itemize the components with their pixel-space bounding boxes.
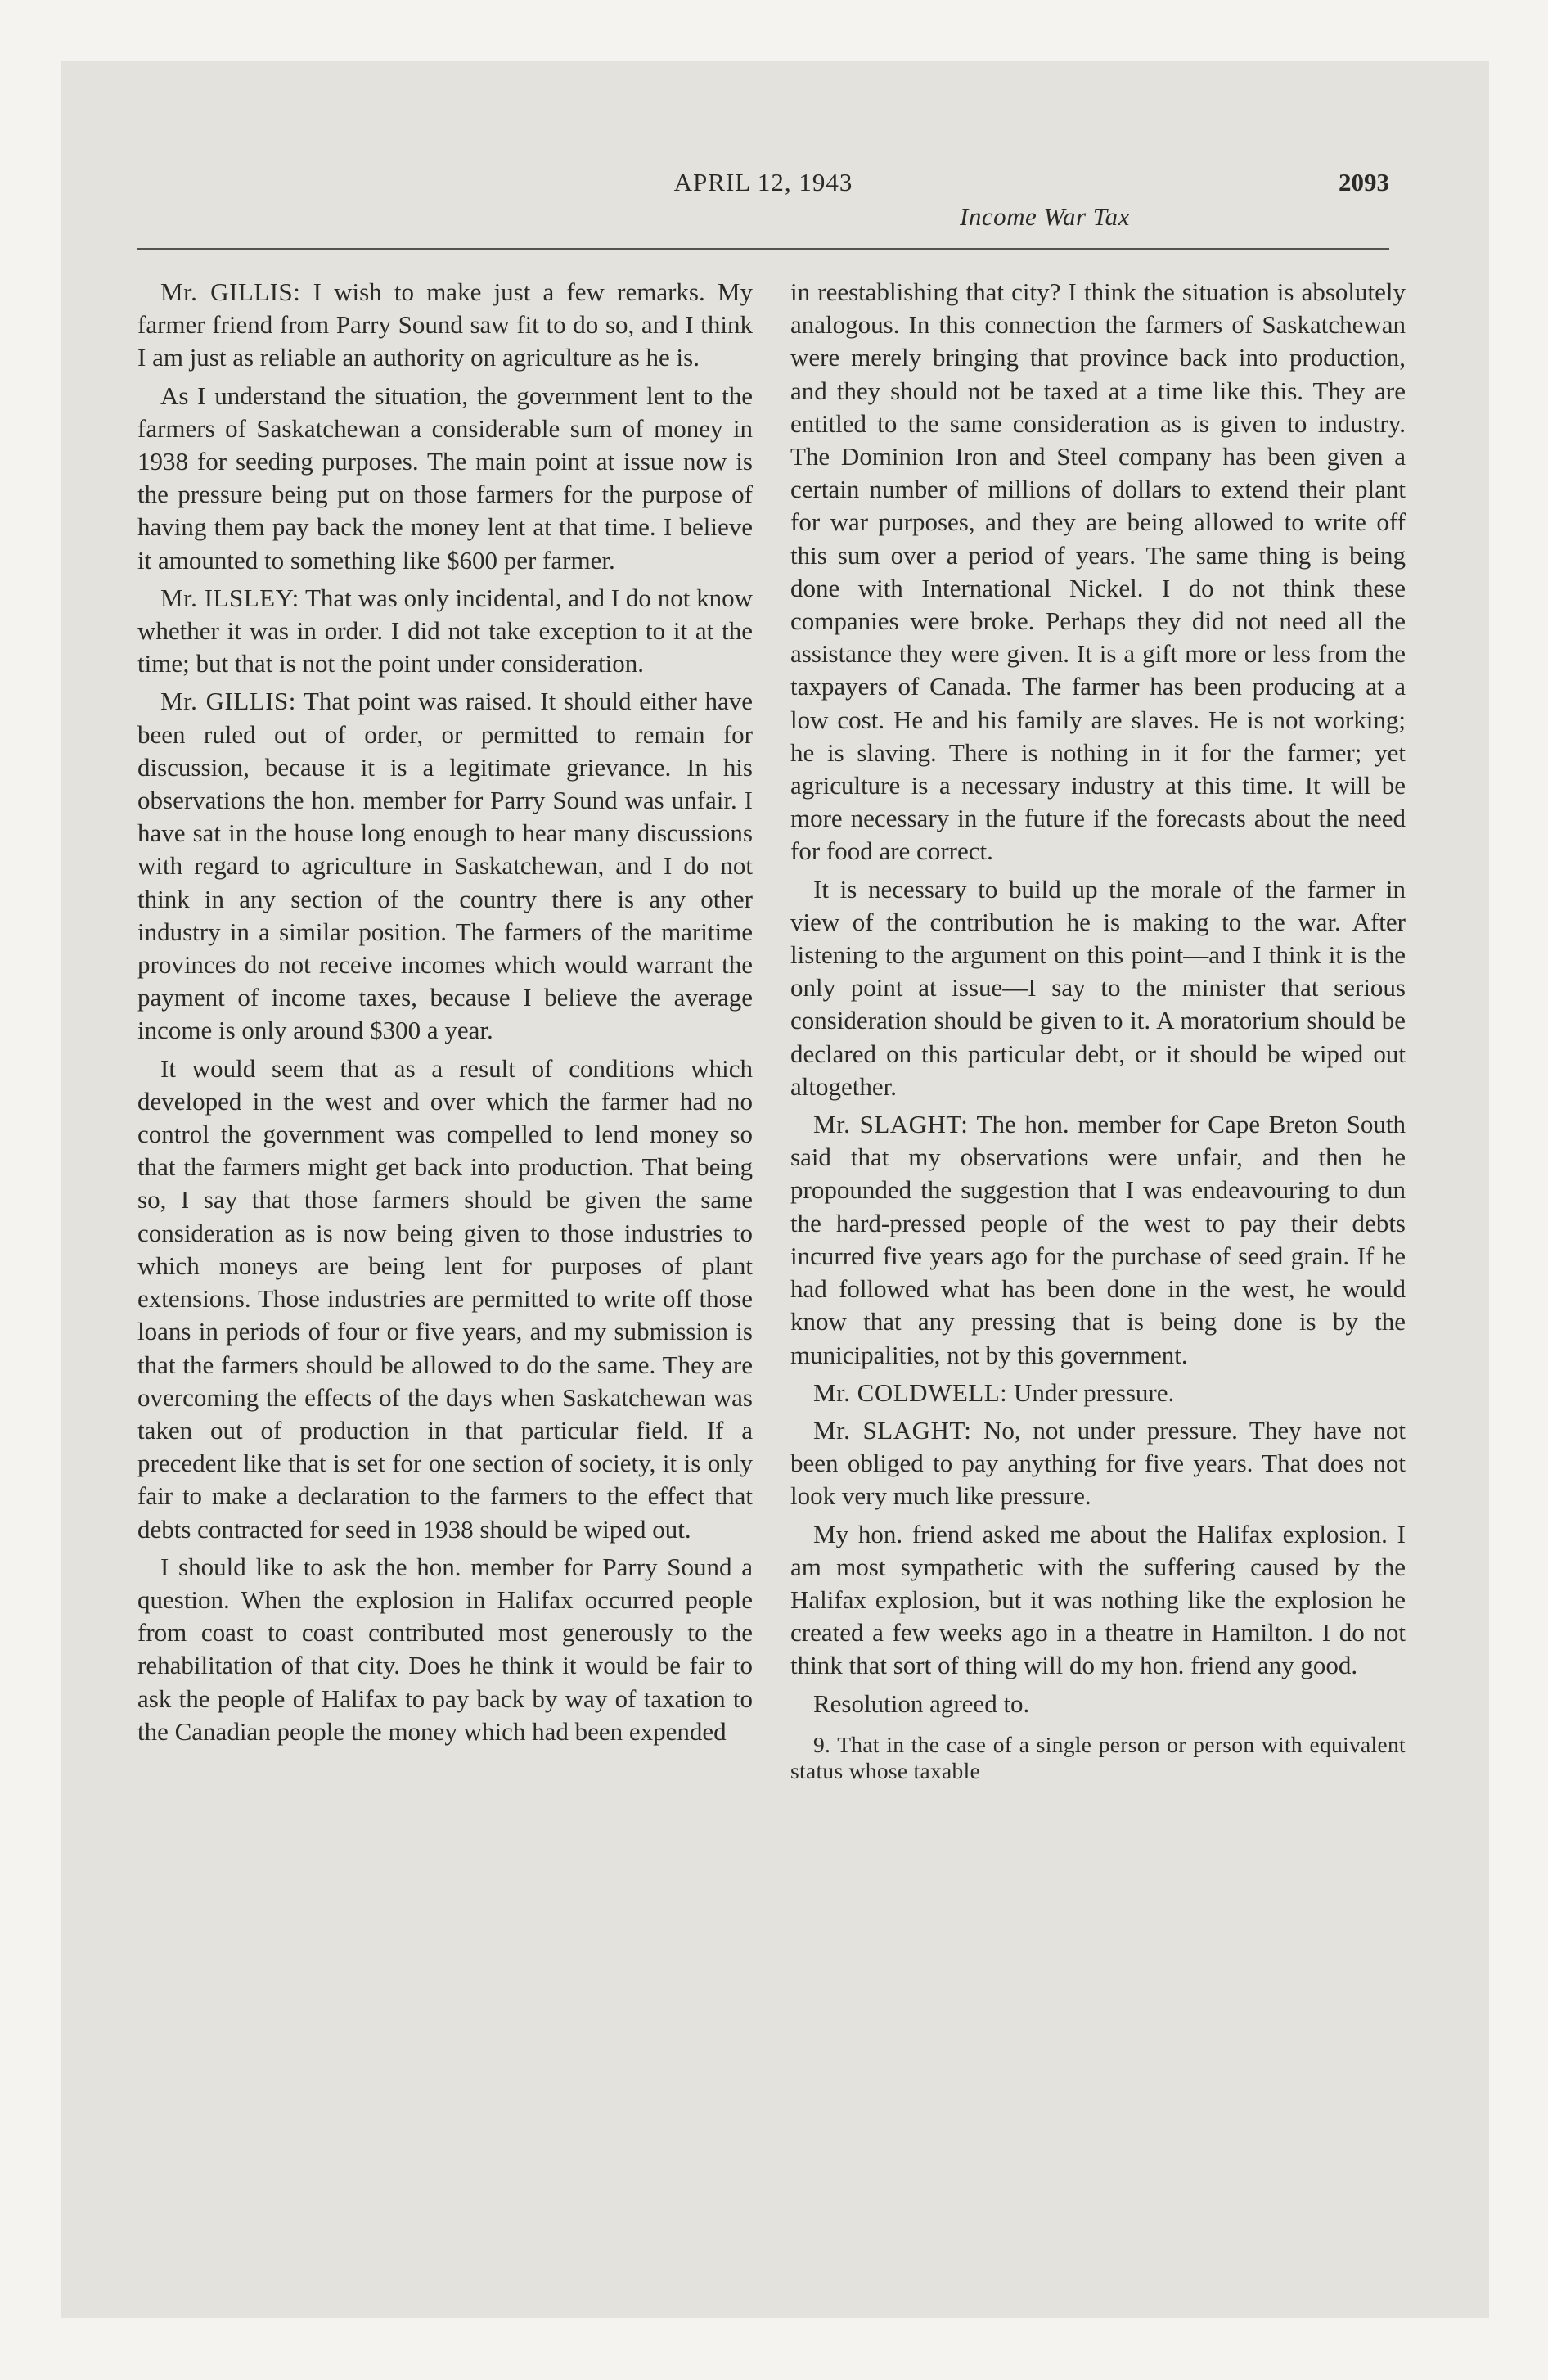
paragraph <box>790 1414 1406 1513</box>
right-column <box>790 276 1406 1789</box>
paragraph <box>790 873 1406 1103</box>
paragraph <box>790 1688 1406 1720</box>
paragraph <box>790 276 1406 868</box>
paragraph-text: in reestablishing that city? I think the situation is absolutely analogous. In this connection the farmers of Saskatchewan were merely bringing that province back into production, and they should not be taxed at a time like this. They are entitled to the same consideration as is given to industry. The Dominion Iron and Steel company has been given a certain number of millions of dollars to extend their plant for war purposes, and they are being allowed to write off this sum over a period of years. The same thing is being done with International Nickel. I do not think these companies were broke. Perhaps they did not need all the assistance they were given. It is a gift more or less from the taxpayers of Canada. The farmer has been producing at a low cost. He and his family are slaves. He is not working; he is slaving. There is nothing in it for the farmer; yet agriculture is a necessary industry at this time. It will be more necessary in the future if the forecasts about the need for food are correct. <box>790 277 1406 866</box>
paragraph <box>137 1551 753 1748</box>
speaker-name: Mr. COLDWELL: <box>813 1377 1008 1407</box>
page-header <box>137 168 1389 250</box>
paragraph-text: 9. That in the case of a single person or person with equivalent status whose taxable <box>790 1731 1406 1783</box>
speaker-name: Mr. GILLIS: <box>160 687 296 716</box>
paragraph-text: I should like to ask the hon. member for Parry Sound a question. When the explosion in Halifax occurred people from coast to coast contributed most generously to the rehabilitation of that city. Does he think it would be fair to ask the people of Halifax to pay back by way of taxation to the Canadian people the money which had been expended <box>137 1552 753 1746</box>
paragraph-text: Under pressure. <box>1014 1377 1175 1407</box>
speaker-name: Mr. SLAGHT: <box>813 1415 972 1445</box>
paragraph-text: The hon. member for Cape Breton South said that my observations were unfair, and then he propounded the suggestion that I was endeavouring to dun the hard-pressed people of the west to pay their debts incurred five years ago for the purchase of seed grain. If he had followed what has been done in the west, he would know that any pressing that is being done is by the municipalities, not by this government. <box>790 1110 1406 1369</box>
speaker-name: Mr. ILSLEY: <box>160 583 299 612</box>
speaker-name: Mr. SLAGHT: <box>813 1110 969 1139</box>
paragraph-text: I wish to make just a few remarks. My farmer friend from Parry Sound saw fit to do so, and I think I am just as reliable an authority on agriculture as he is. <box>137 277 753 372</box>
header-subject: Income War Tax <box>960 202 1130 231</box>
paragraph <box>137 685 753 1047</box>
paragraph-text: It is necessary to build up the morale of the farmer in view of the contribution he is making to the war. After listening to the argument on this point—and I think it is the only point at issue—I say to the minister that serious consideration should be given to it. A moratorium should be declared on this particular debt, or it should be wiped out altogether. <box>790 874 1406 1101</box>
paragraph <box>790 1518 1406 1683</box>
paragraph <box>137 276 753 375</box>
paragraph-text: No, not under pressure. They have not been obliged to pay anything for five years. That does not look very much like pressure. <box>790 1415 1406 1511</box>
header-date: APRIL 12, 1943 <box>673 168 853 196</box>
paragraph <box>137 1053 753 1546</box>
page-number: 2093 <box>1339 168 1389 196</box>
speaker-name: Mr. GILLIS: <box>160 277 301 306</box>
paragraph-text: It would seem that as a result of conditions which developed in the west and over which the farmer had no control the government was compelled to lend money so that the farmers might get back into production. That being so, I say that those farmers should be given the same consideration as is now being given to those industries to which moneys are being lent for purposes of plant extensions. Those industries are permitted to write off those loans in periods of four or five years, and my submission is that the farmers should be allowed to do the same. They are overcoming the effects of the days when Saskatchewan was taken out of production in that particular field. If a precedent like that is set for one section of society, it is only fair to make a declaration to the farmers to the effect that debts contracted for seed in 1938 should be wiped out. <box>137 1053 753 1544</box>
resolution-clause <box>790 1732 1406 1784</box>
paragraph-text: That was only incidental, and I do not know whether it was in order. I did not take exception to it at the time; but that is not the point under consideration. <box>137 583 753 678</box>
paragraph-text: That point was raised. It should either have been ruled out of order, or permitted to remain for discussion, because it is a legitimate grievance. In his observations the hon. member for Parry Sound was unfair. I have sat in the house long enough to hear many discussions with regard to agriculture in Saskatchewan, and I do not think in any section of the country there is any other industry in a similar position. The farmers of the maritime provinces do not receive incomes which would warrant the payment of income taxes, because I believe the average income is only around $300 a year. <box>137 687 753 1045</box>
paragraph-text: My hon. friend asked me about the Halifax explosion. I am most sympathetic with the suffering caused by the Halifax explosion, but it was nothing like the explosion he created a few weeks ago in a theatre in Hamilton. I do not think that sort of thing will do my hon. friend any good. <box>790 1519 1406 1680</box>
paragraph-text: As I understand the situation, the government lent to the farmers of Saskatchewan a considerable sum of money in 1938 for seeding purposes. The main point at issue now is the pressure being put on those farmers for the purpose of having them pay back the money lent at that time. I believe it amounted to something like $600 per farmer. <box>137 381 753 575</box>
paragraph <box>790 1108 1406 1372</box>
left-column <box>137 276 753 1753</box>
paragraph <box>790 1377 1406 1409</box>
paragraph <box>137 582 753 681</box>
paragraph-text: Resolution agreed to. <box>813 1688 1030 1718</box>
header-rule <box>137 248 1389 250</box>
paragraph <box>137 380 753 577</box>
